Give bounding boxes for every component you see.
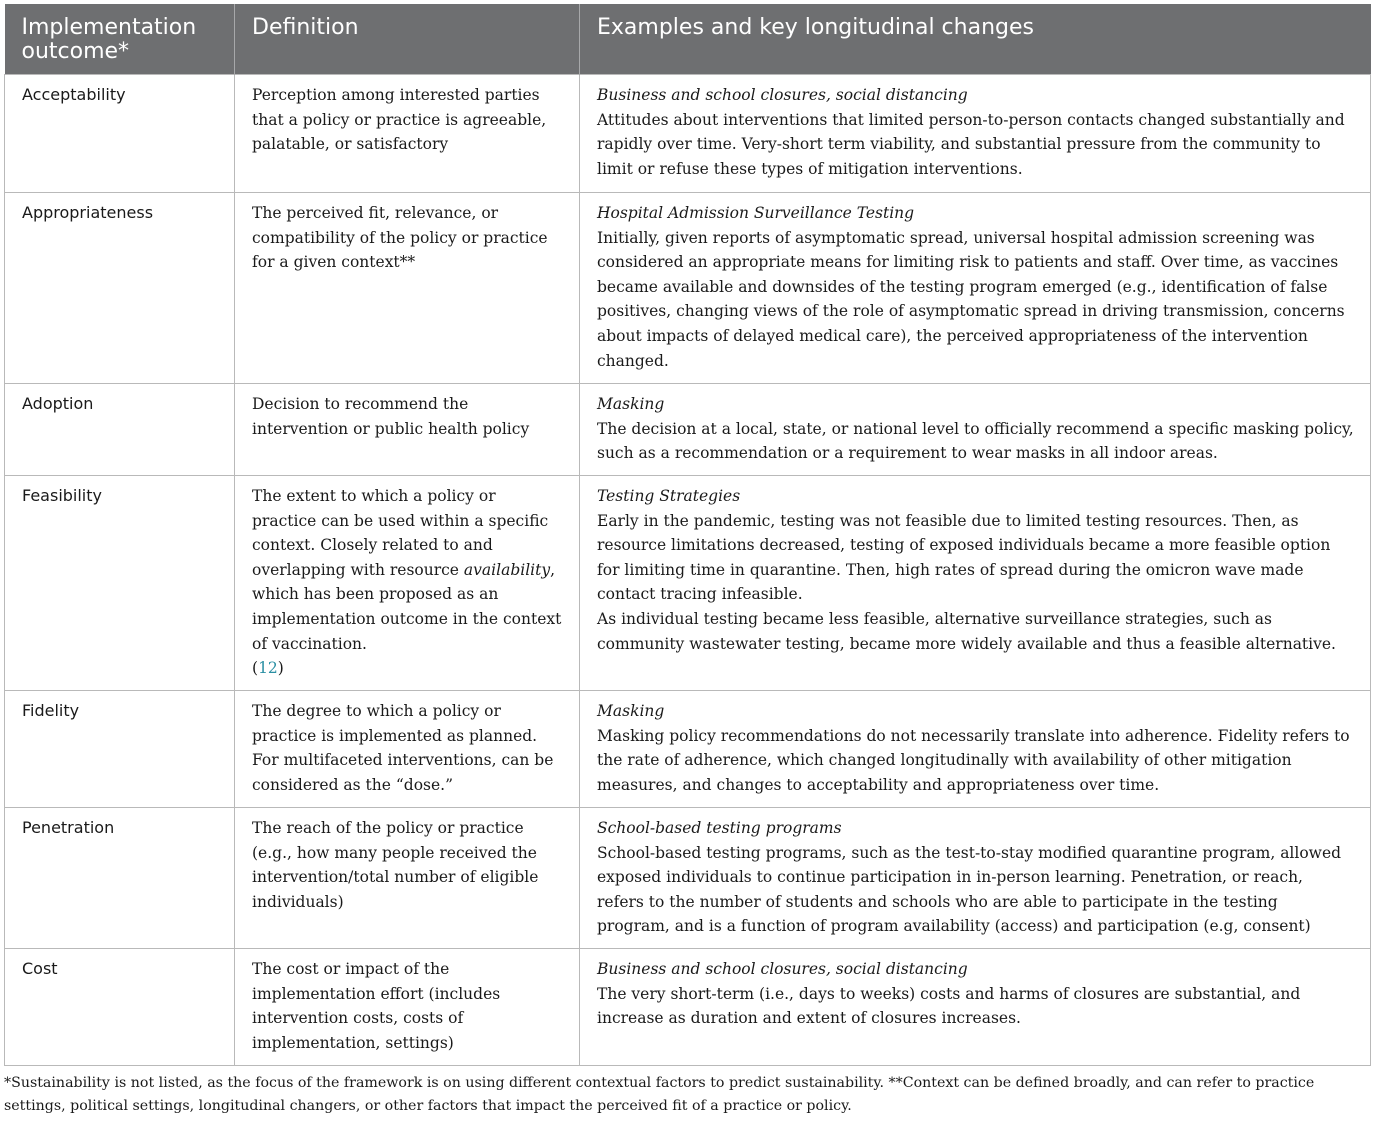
- example-paragraph: The very short-term (i.e., days to weeks) costs and harms of closures are substantial, and increase as duration and extent of closures increases.: [597, 984, 1301, 1028]
- definition-italic: availability: [463, 560, 551, 579]
- example-title: Masking: [597, 395, 665, 413]
- outcome-cell: Penetration: [5, 808, 235, 949]
- definition-cell: Decision to recommend the intervention or public health policy: [235, 384, 580, 476]
- example-paragraph: The decision at a local, state, or national level to officially recommend a specific masking policy, such as a recommendation or a requirement to wear masks in all indoor areas.: [597, 419, 1354, 463]
- table-row-fidelity: [5, 691, 1371, 808]
- table-row-adoption: [5, 384, 1371, 476]
- table-row-acceptability: [5, 75, 1371, 193]
- table-body: [5, 75, 1371, 1066]
- example-title: Hospital Admission Surveillance Testing: [597, 204, 915, 222]
- example-title: School-based testing programs: [597, 819, 842, 837]
- table-row-cost: [5, 949, 1371, 1066]
- outcome-cell: Cost: [5, 949, 235, 1066]
- implementation-outcomes-table: [4, 4, 1371, 1066]
- outcome-cell: Fidelity: [5, 691, 235, 808]
- definition-text: The extent to which a policy or practice can be used within a specific context. Closely related to and overlapping with resource: [252, 487, 549, 579]
- header-definition: Definition: [235, 4, 580, 75]
- definition-cell: The reach of the policy or practice (e.g., how many people received the intervention/total number of eligible individuals): [235, 808, 580, 949]
- table-row-penetration: [5, 808, 1371, 949]
- reference-link-12[interactable]: 12: [258, 659, 278, 678]
- example-title: Business and school closures, social distancing: [597, 960, 968, 978]
- definition-cell: The perceived fit, relevance, or compatibility of the policy or practice for a given context**: [235, 193, 580, 384]
- outcome-cell: Appropriateness: [5, 193, 235, 384]
- example-cell: [580, 949, 1371, 1066]
- definition-cell: The degree to which a policy or practice is implemented as planned. For multifaceted interventions, can be considered as the “dose.”: [235, 691, 580, 808]
- example-cell: [580, 476, 1371, 691]
- example-paragraph: Early in the pandemic, testing was not feasible due to limited testing resources. Then, as resource limitations decreased, testing of exposed individuals became a more feasible option for limiting time in quarantine. Then, high rates of spread during the omicron wave made contact tracing infeasible.: [597, 511, 1331, 604]
- example-title: Testing Strategies: [597, 487, 741, 505]
- example-title: Business and school closures, social distancing: [597, 86, 968, 104]
- outcome-cell: Acceptability: [5, 75, 235, 193]
- definition-cell: [235, 476, 580, 691]
- example-paragraph: Initially, given reports of asymptomatic spread, universal hospital admission screening was considered an appropriate means for limiting risk to patients and staff. Over time, as vaccines became available and downsides of the testing program emerged (e.g., identification of false positives, changing views of the role of asymptomatic spread in driving transmission, concerns about impacts of delayed medical care), the perceived appropriateness of the intervention changed.: [597, 228, 1345, 370]
- example-cell: [580, 75, 1371, 193]
- outcomes-table-container: [4, 4, 1370, 1066]
- table-row-appropriateness: [5, 193, 1371, 384]
- ref-close: ): [277, 659, 284, 678]
- definition-text-after: , which has been proposed as an implementation outcome in the context of vaccination.: [252, 560, 562, 653]
- example-cell: [580, 808, 1371, 949]
- example-paragraph: Masking policy recommendations do not necessarily translate into adherence. Fidelity refers to the rate of adherence, which changed longitudinally with availability of other mitigation measures, and changes to acceptability and appropriateness over time.: [597, 726, 1350, 794]
- definition-cell: The cost or impact of the implementation effort (includes intervention costs, costs of implementation, settings): [235, 949, 580, 1066]
- table-header: [5, 4, 1371, 75]
- ref-open: (: [252, 659, 259, 678]
- example-cell: [580, 193, 1371, 384]
- header-examples: Examples and key longitudinal changes: [580, 4, 1371, 75]
- example-title: Masking: [597, 702, 665, 720]
- table-footnote: *Sustainability is not listed, as the focus of the framework is on using different contextual factors to predict sustainability. **Context can be defined broadly, and can refer to practice settings, political settings, longitudinal changers, or other factors that impact the perceived fit of a practice or policy.: [4, 1075, 1315, 1114]
- example-paragraph: School-based testing programs, such as the test-to-stay modified quarantine program, allowed exposed individuals to continue participation in in-person learning. Penetration, or reach, refers to the number of students and schools who are able to participate in the testing program, and is a function of program availability (access) and participation (e.g, consent): [597, 843, 1342, 936]
- example-paragraph: Attitudes about interventions that limited person-to-person contacts changed substantially and rapidly over time. Very-short term viability, and substantial pressure from the community to limit or refuse these types of mitigation interventions.: [597, 110, 1345, 178]
- outcome-cell: Adoption: [5, 384, 235, 476]
- example-cell: [580, 691, 1371, 808]
- table-row-feasibility: [5, 476, 1371, 691]
- header-row: [5, 4, 1371, 75]
- outcome-cell: Feasibility: [5, 476, 235, 691]
- example-paragraph: As individual testing became less feasible, alternative surveillance strategies, such as community wastewater testing, became more widely available and thus a feasible alternative.: [597, 609, 1336, 653]
- definition-cell: Perception among interested parties that a policy or practice is agreeable, palatable, or satisfactory: [235, 75, 580, 193]
- header-implementation-outcome: Implementation outcome*: [5, 4, 235, 75]
- example-cell: [580, 384, 1371, 476]
